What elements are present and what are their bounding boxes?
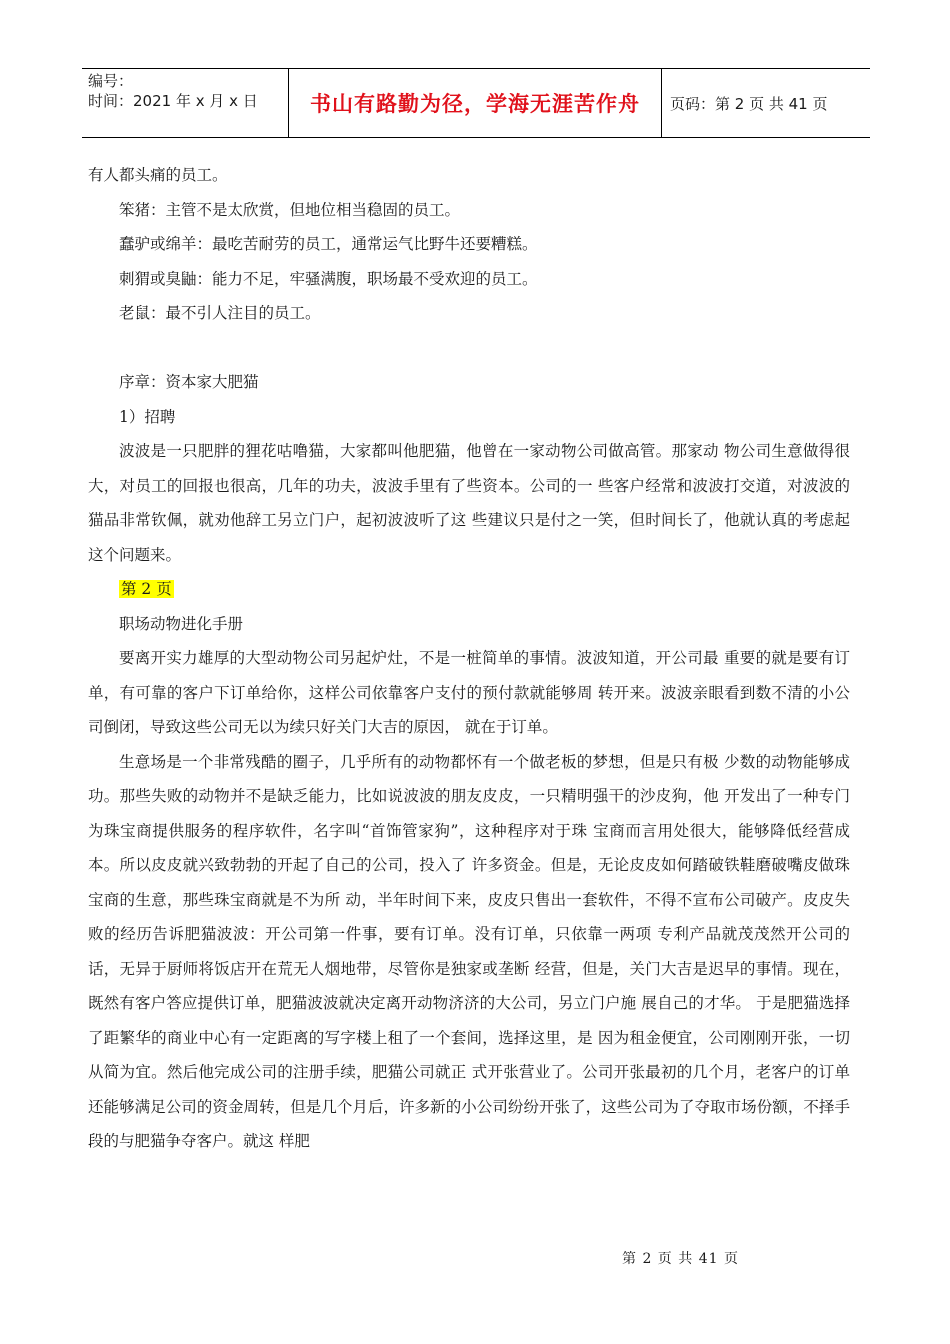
chapter-title: 序章：资本家大肥猫 — [119, 373, 259, 391]
paragraph: 蠢驴或绵羊：最吃苦耐劳的员工，通常运气比野牛还要糟糕。 — [119, 235, 538, 253]
paragraph: 笨猪：主管不是太欣赏，但地位相当稳固的员工。 — [119, 200, 461, 219]
book-title: 职场动物进化手册 — [119, 614, 244, 633]
header-meta-cell — [82, 69, 289, 137]
paragraph: 生意场是一个非常残酷的圈子，几乎所有的动物都怀有一个做老板的梦想，但是只有极 少数的动物能够成功。那些失败的动物并不是缺乏能力，比如说波波的朋友皮皮，一只精明强干的沙皮狗，他 开发出了一种专门为珠宝商提供服务的程序软件，名字叫“首饰管家狗”，这种程序对于珠 宝商而言用处很大，能够降低经营成本。所以皮皮就兴致勃勃的开起了自己的公司，投入了 许多资金。但是，无论皮皮如何踏破铁鞋磨破嘴皮做珠宝商的生意，那些珠宝商就是不为所 动，半年时间下来，皮皮只售出一套软件，不得不宣布公司破产。皮皮失败的经历告诉肥猫波波：开公司第一件事，要有订单。没有订单，只依靠一两项 专利产品就茂茂然开公司的话，无异于厨师将饭店开在荒无人烟地带，尽管你是独家或垄断 经营，但是，关门大吉是迟早的事情。现在，既然有客户答应提供订单，肥猫波波就决定离开动物济济的大公司，另立门户施 展自己的才华。 于是肥猫选择了距繁华的商业中心有一定距离的写字楼上租了一个套间，选择这里，是 因为租金便宜，公司刚刚开张，一切从简为宜。然后他完成公司的注册手续，肥猫公司就正 式开张营业了。公司开张最初的几个月，老客户的订单还能够满足公司的资金周转，但是几个月后，许多新的小公司纷纷开张了，这些公司为了夺取市场份额，不择手段的与肥猫争夺客户。就这 样肥 — [88, 752, 850, 1150]
paragraph: 波波是一只肥胖的狸花咕噜猫，大家都叫他肥猫，他曾在一家动物公司做高管。那家动 物公司生意做得很大，对员工的回报也很高，几年的功夫，波波手里有了些资本。公司的一 些客户经常和波波打交道，对波波的猫品非常钦佩，就劝他辞工另立门户，起初波波听了这 些建议只是付之一笑，但时间长了，他就认真的考虑起这个问题来。 — [88, 442, 850, 564]
header-page-info: 页码：第 2 页 共 41 页 — [670, 94, 828, 113]
page-marker-line — [88, 572, 850, 607]
date-line: 时间：2021 年 x 月 x 日 — [88, 92, 258, 110]
paragraph: 要离开实力雄厚的大型动物公司另起炉灶，不是一桩简单的事情。波波知道，开公司最 重要的就是要有订单，有可靠的客户下订单给你，这样公司依靠客户支付的预付款就能够周 转开来。波波亲眼看到数不清的小公司倒闭，导致这些公司无以为续只好关门大吉的原因， 就在于订单。 — [88, 649, 850, 736]
page-marker-highlight: 第 2 页 — [121, 580, 172, 598]
number-label: 编号： — [88, 72, 134, 90]
paragraph: 老鼠：最不引人注目的员工。 — [119, 304, 321, 322]
section-heading: 1）招聘 — [119, 407, 176, 426]
paragraph: 刺猬或臭鼬：能力不足，牢骚满腹，职场最不受欢迎的员工。 — [119, 269, 538, 288]
blank-line — [88, 331, 850, 366]
document-body — [88, 158, 850, 1159]
document-header — [82, 68, 870, 138]
page-footer: 第 2 页 共 41 页 — [622, 1251, 739, 1267]
header-motto: 书山有路勤为径，学海无涯苦作舟 — [289, 69, 662, 137]
paragraph: 有人都头痛的员工。 — [88, 166, 228, 184]
